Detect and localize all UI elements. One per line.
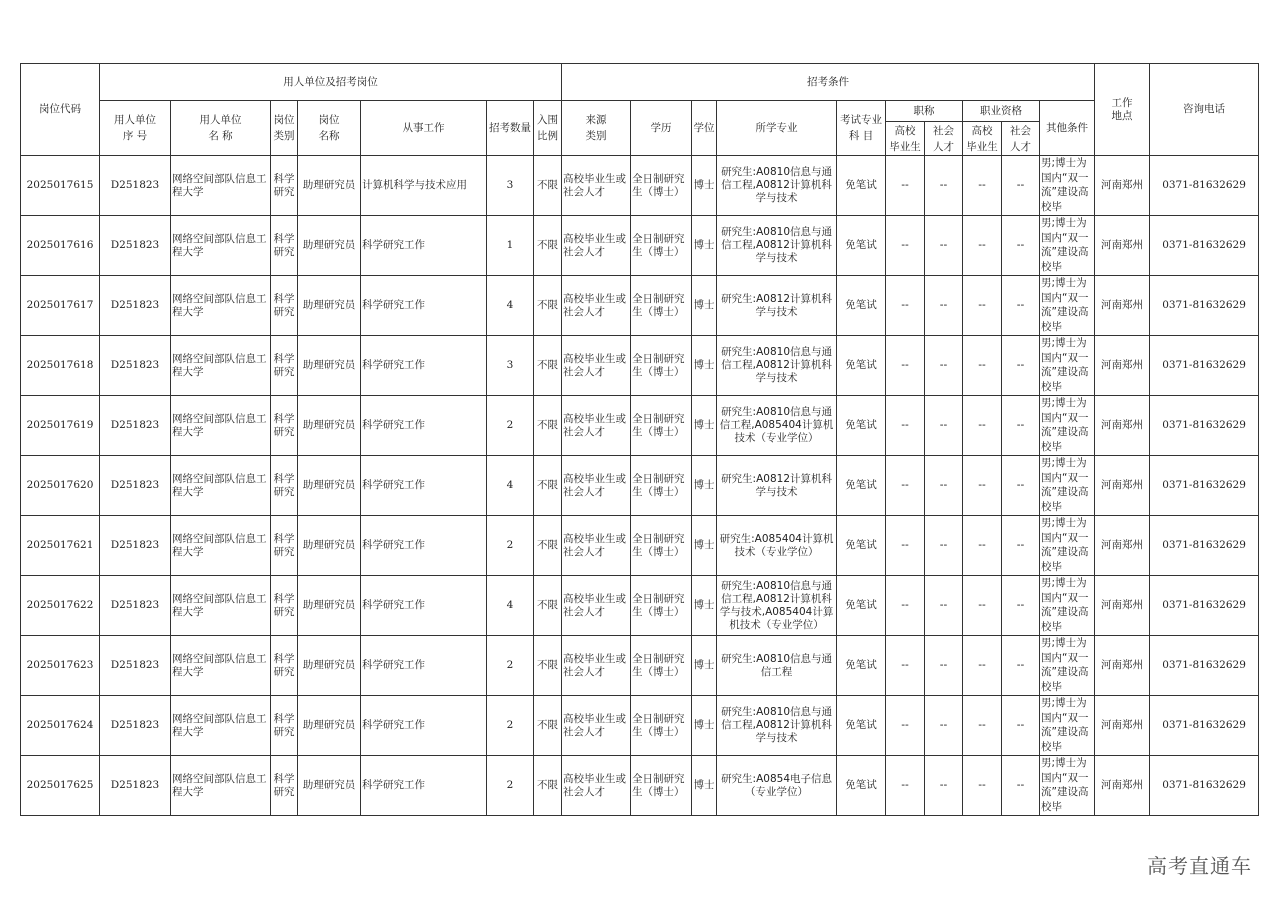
cell-exam: 免笔试 [837, 396, 886, 456]
cell-phone: 0371-81632629 [1150, 276, 1259, 336]
header-phone: 咨询电话 [1150, 64, 1259, 156]
cell-unit-seq: D251823 [100, 456, 171, 516]
cell-title-social: -- [925, 756, 963, 816]
cell-qual-grad: -- [963, 756, 1002, 816]
cell-exam: 免笔试 [837, 276, 886, 336]
table-row [21, 576, 1259, 636]
cell-work: 科学研究工作 [361, 696, 487, 756]
cell-qual-social: -- [1002, 636, 1040, 696]
cell-other-text: 男;博士为国内“双一流”建设高校毕 [1041, 337, 1089, 393]
cell-ratio: 不限 [534, 156, 562, 216]
cell-location: 河南郑州 [1095, 636, 1150, 696]
cell-qual-grad: -- [963, 636, 1002, 696]
cell-source: 高校毕业生或社会人才 [562, 156, 631, 216]
cell-work: 科学研究工作 [361, 216, 487, 276]
cell-phone: 0371-81632629 [1150, 216, 1259, 276]
header-title-social: 社会 人才 [925, 122, 963, 156]
header-post-code: 岗位代码 [21, 64, 100, 156]
cell-count: 1 [487, 216, 534, 276]
cell-post-type: 科学研究 [271, 696, 298, 756]
cell-location: 河南郑州 [1095, 396, 1150, 456]
cell-location: 河南郑州 [1095, 756, 1150, 816]
cell-other [1040, 276, 1095, 336]
cell-other-text: 男;博士为国内“双一流”建设高校毕 [1041, 517, 1089, 573]
cell-code: 2025017616 [21, 216, 100, 276]
header-qualification: 职业资格 [963, 101, 1040, 122]
cell-location: 河南郑州 [1095, 156, 1150, 216]
cell-post-name: 助理研究员 [298, 696, 361, 756]
cell-major: 研究生:A0810信息与通信工程,A0812计算机科学与技术,A085404计算机技术（专业学位） [717, 576, 837, 636]
cell-education: 全日制研究生（博士） [631, 276, 692, 336]
cell-post-type: 科学研究 [271, 396, 298, 456]
cell-title-grad: -- [886, 696, 925, 756]
cell-code: 2025017623 [21, 636, 100, 696]
cell-other [1040, 636, 1095, 696]
cell-unit-seq: D251823 [100, 276, 171, 336]
cell-post-type: 科学研究 [271, 336, 298, 396]
cell-count: 3 [487, 156, 534, 216]
cell-post-name: 助理研究员 [298, 756, 361, 816]
cell-work: 科学研究工作 [361, 576, 487, 636]
cell-qual-grad: -- [963, 156, 1002, 216]
cell-post-name: 助理研究员 [298, 396, 361, 456]
cell-unit-seq: D251823 [100, 396, 171, 456]
cell-exam: 免笔试 [837, 576, 886, 636]
cell-code: 2025017621 [21, 516, 100, 576]
table-row [21, 696, 1259, 756]
cell-exam: 免笔试 [837, 216, 886, 276]
cell-count: 2 [487, 756, 534, 816]
cell-degree: 博士 [692, 216, 717, 276]
cell-ratio: 不限 [534, 216, 562, 276]
cell-unit-seq: D251823 [100, 156, 171, 216]
cell-other [1040, 216, 1095, 276]
header-education: 学历 [631, 101, 692, 156]
cell-qual-grad: -- [963, 576, 1002, 636]
cell-qual-social: -- [1002, 576, 1040, 636]
cell-exam: 免笔试 [837, 456, 886, 516]
cell-unit-name: 网络空间部队信息工程大学 [171, 336, 271, 396]
cell-education: 全日制研究生（博士） [631, 336, 692, 396]
cell-post-type: 科学研究 [271, 756, 298, 816]
cell-major: 研究生:A0812计算机科学与技术 [717, 456, 837, 516]
table-row [21, 276, 1259, 336]
cell-other [1040, 756, 1095, 816]
cell-qual-grad: -- [963, 696, 1002, 756]
cell-degree: 博士 [692, 576, 717, 636]
cell-major: 研究生:A085404计算机技术（专业学位） [717, 516, 837, 576]
header-ratio: 入围 比例 [534, 101, 562, 156]
cell-other [1040, 696, 1095, 756]
table-row [21, 216, 1259, 276]
cell-title-grad: -- [886, 636, 925, 696]
cell-other-text: 男;博士为国内“双一流”建设高校毕 [1041, 577, 1089, 633]
cell-major: 研究生:A0810信息与通信工程,A0812计算机科学与技术 [717, 156, 837, 216]
cell-unit-seq: D251823 [100, 756, 171, 816]
cell-qual-grad: -- [963, 216, 1002, 276]
cell-title-grad: -- [886, 576, 925, 636]
cell-ratio: 不限 [534, 336, 562, 396]
header-qual-grad: 高校 毕业生 [963, 122, 1002, 156]
cell-post-name: 助理研究员 [298, 636, 361, 696]
cell-qual-grad: -- [963, 516, 1002, 576]
cell-title-social: -- [925, 516, 963, 576]
cell-count: 2 [487, 696, 534, 756]
cell-major: 研究生:A0810信息与通信工程,A0812计算机科学与技术 [717, 336, 837, 396]
cell-count: 4 [487, 576, 534, 636]
cell-ratio: 不限 [534, 276, 562, 336]
cell-location: 河南郑州 [1095, 576, 1150, 636]
cell-title-social: -- [925, 576, 963, 636]
cell-degree: 博士 [692, 636, 717, 696]
cell-count: 2 [487, 516, 534, 576]
table-row [21, 156, 1259, 216]
cell-ratio: 不限 [534, 516, 562, 576]
cell-major: 研究生:A0810信息与通信工程,A085404计算机技术（专业学位） [717, 396, 837, 456]
header-group-conditions: 招考条件 [562, 64, 1095, 101]
cell-education: 全日制研究生（博士） [631, 696, 692, 756]
cell-qual-social: -- [1002, 456, 1040, 516]
cell-qual-social: -- [1002, 216, 1040, 276]
header-qual-social: 社会 人才 [1002, 122, 1040, 156]
cell-major: 研究生:A0812计算机科学与技术 [717, 276, 837, 336]
cell-ratio: 不限 [534, 456, 562, 516]
header-post-type: 岗位 类别 [271, 101, 298, 156]
cell-exam: 免笔试 [837, 336, 886, 396]
cell-source: 高校毕业生或社会人才 [562, 516, 631, 576]
cell-phone: 0371-81632629 [1150, 336, 1259, 396]
cell-qual-social: -- [1002, 696, 1040, 756]
cell-post-type: 科学研究 [271, 276, 298, 336]
cell-other-text: 男;博士为国内“双一流”建设高校毕 [1041, 757, 1089, 813]
cell-title-grad: -- [886, 516, 925, 576]
header-count: 招考数量 [487, 101, 534, 156]
cell-degree: 博士 [692, 156, 717, 216]
cell-code: 2025017615 [21, 156, 100, 216]
cell-unit-name: 网络空间部队信息工程大学 [171, 516, 271, 576]
cell-other [1040, 456, 1095, 516]
header-exam: 考试专业 科 目 [837, 101, 886, 156]
cell-post-type: 科学研究 [271, 516, 298, 576]
cell-ratio: 不限 [534, 396, 562, 456]
cell-unit-name: 网络空间部队信息工程大学 [171, 396, 271, 456]
cell-source: 高校毕业生或社会人才 [562, 756, 631, 816]
cell-count: 4 [487, 456, 534, 516]
cell-major: 研究生:A0810信息与通信工程,A0812计算机科学与技术 [717, 216, 837, 276]
cell-unit-seq: D251823 [100, 576, 171, 636]
table-header [21, 64, 1259, 156]
cell-qual-social: -- [1002, 396, 1040, 456]
cell-phone: 0371-81632629 [1150, 396, 1259, 456]
cell-qual-social: -- [1002, 276, 1040, 336]
cell-unit-name: 网络空间部队信息工程大学 [171, 576, 271, 636]
cell-title-grad: -- [886, 276, 925, 336]
cell-phone: 0371-81632629 [1150, 696, 1259, 756]
header-title-grad: 高校 毕业生 [886, 122, 925, 156]
cell-unit-name: 网络空间部队信息工程大学 [171, 456, 271, 516]
cell-post-type: 科学研究 [271, 156, 298, 216]
table-row [21, 456, 1259, 516]
cell-unit-seq: D251823 [100, 636, 171, 696]
cell-degree: 博士 [692, 756, 717, 816]
cell-post-type: 科学研究 [271, 216, 298, 276]
cell-title-grad: -- [886, 216, 925, 276]
table-row [21, 336, 1259, 396]
cell-other-text: 男;博士为国内“双一流”建设高校毕 [1041, 277, 1089, 333]
header-major: 所学专业 [717, 101, 837, 156]
cell-location: 河南郑州 [1095, 696, 1150, 756]
cell-other [1040, 336, 1095, 396]
cell-title-social: -- [925, 336, 963, 396]
cell-code: 2025017624 [21, 696, 100, 756]
recruitment-table [20, 63, 1259, 816]
cell-other-text: 男;博士为国内“双一流”建设高校毕 [1041, 637, 1089, 693]
cell-work: 科学研究工作 [361, 756, 487, 816]
cell-post-type: 科学研究 [271, 636, 298, 696]
cell-phone: 0371-81632629 [1150, 156, 1259, 216]
cell-location: 河南郑州 [1095, 216, 1150, 276]
cell-post-name: 助理研究员 [298, 276, 361, 336]
cell-phone: 0371-81632629 [1150, 756, 1259, 816]
cell-education: 全日制研究生（博士） [631, 216, 692, 276]
cell-source: 高校毕业生或社会人才 [562, 456, 631, 516]
cell-exam: 免笔试 [837, 636, 886, 696]
cell-education: 全日制研究生（博士） [631, 576, 692, 636]
cell-unit-seq: D251823 [100, 696, 171, 756]
cell-code: 2025017618 [21, 336, 100, 396]
header-source: 来源 类别 [562, 101, 631, 156]
cell-ratio: 不限 [534, 756, 562, 816]
cell-education: 全日制研究生（博士） [631, 456, 692, 516]
cell-degree: 博士 [692, 396, 717, 456]
cell-other [1040, 576, 1095, 636]
cell-title-social: -- [925, 156, 963, 216]
header-degree: 学位 [692, 101, 717, 156]
header-group-unit: 用人单位及招考岗位 [100, 64, 562, 101]
cell-source: 高校毕业生或社会人才 [562, 216, 631, 276]
watermark: 高考直通车 [1147, 854, 1252, 878]
cell-qual-social: -- [1002, 336, 1040, 396]
cell-code: 2025017622 [21, 576, 100, 636]
cell-major: 研究生:A0854电子信息（专业学位） [717, 756, 837, 816]
cell-title-social: -- [925, 276, 963, 336]
cell-unit-seq: D251823 [100, 516, 171, 576]
cell-education: 全日制研究生（博士） [631, 156, 692, 216]
table-row [21, 756, 1259, 816]
cell-qual-grad: -- [963, 336, 1002, 396]
header-location: 工作 地点 [1095, 64, 1150, 156]
cell-post-name: 助理研究员 [298, 456, 361, 516]
cell-source: 高校毕业生或社会人才 [562, 636, 631, 696]
cell-exam: 免笔试 [837, 156, 886, 216]
header-unit-seq: 用人单位 序 号 [100, 101, 171, 156]
cell-unit-name: 网络空间部队信息工程大学 [171, 696, 271, 756]
cell-major: 研究生:A0810信息与通信工程 [717, 636, 837, 696]
cell-unit-name: 网络空间部队信息工程大学 [171, 276, 271, 336]
cell-code: 2025017620 [21, 456, 100, 516]
header-unit-name: 用人单位 名 称 [171, 101, 271, 156]
cell-location: 河南郑州 [1095, 336, 1150, 396]
cell-education: 全日制研究生（博士） [631, 636, 692, 696]
cell-education: 全日制研究生（博士） [631, 756, 692, 816]
cell-title-grad: -- [886, 456, 925, 516]
cell-location: 河南郑州 [1095, 516, 1150, 576]
table-row [21, 396, 1259, 456]
cell-source: 高校毕业生或社会人才 [562, 396, 631, 456]
cell-source: 高校毕业生或社会人才 [562, 696, 631, 756]
cell-degree: 博士 [692, 516, 717, 576]
cell-exam: 免笔试 [837, 516, 886, 576]
cell-title-social: -- [925, 636, 963, 696]
cell-qual-social: -- [1002, 156, 1040, 216]
cell-count: 4 [487, 276, 534, 336]
cell-ratio: 不限 [534, 696, 562, 756]
cell-other-text: 男;博士为国内“双一流”建设高校毕 [1041, 157, 1089, 213]
cell-qual-social: -- [1002, 756, 1040, 816]
cell-code: 2025017625 [21, 756, 100, 816]
cell-work: 计算机科学与技术应用 [361, 156, 487, 216]
cell-count: 3 [487, 336, 534, 396]
cell-post-name: 助理研究员 [298, 576, 361, 636]
cell-other-text: 男;博士为国内“双一流”建设高校毕 [1041, 397, 1089, 453]
cell-location: 河南郑州 [1095, 456, 1150, 516]
cell-unit-seq: D251823 [100, 216, 171, 276]
cell-other [1040, 156, 1095, 216]
cell-qual-grad: -- [963, 456, 1002, 516]
cell-work: 科学研究工作 [361, 516, 487, 576]
cell-post-name: 助理研究员 [298, 156, 361, 216]
cell-ratio: 不限 [534, 636, 562, 696]
cell-other-text: 男;博士为国内“双一流”建设高校毕 [1041, 697, 1089, 753]
cell-location: 河南郑州 [1095, 276, 1150, 336]
cell-qual-grad: -- [963, 276, 1002, 336]
cell-degree: 博士 [692, 336, 717, 396]
cell-exam: 免笔试 [837, 756, 886, 816]
cell-other [1040, 516, 1095, 576]
cell-major: 研究生:A0810信息与通信工程,A0812计算机科学与技术 [717, 696, 837, 756]
cell-title-social: -- [925, 216, 963, 276]
cell-ratio: 不限 [534, 576, 562, 636]
header-title: 职称 [886, 101, 963, 122]
cell-post-name: 助理研究员 [298, 516, 361, 576]
cell-count: 2 [487, 636, 534, 696]
cell-post-type: 科学研究 [271, 576, 298, 636]
table-row [21, 516, 1259, 576]
cell-work: 科学研究工作 [361, 396, 487, 456]
cell-count: 2 [487, 396, 534, 456]
cell-qual-grad: -- [963, 396, 1002, 456]
header-other: 其他条件 [1040, 101, 1095, 156]
cell-degree: 博士 [692, 696, 717, 756]
cell-post-name: 助理研究员 [298, 336, 361, 396]
cell-phone: 0371-81632629 [1150, 636, 1259, 696]
cell-work: 科学研究工作 [361, 636, 487, 696]
cell-unit-name: 网络空间部队信息工程大学 [171, 756, 271, 816]
cell-work: 科学研究工作 [361, 456, 487, 516]
cell-unit-name: 网络空间部队信息工程大学 [171, 156, 271, 216]
cell-title-social: -- [925, 696, 963, 756]
cell-degree: 博士 [692, 276, 717, 336]
cell-phone: 0371-81632629 [1150, 456, 1259, 516]
cell-education: 全日制研究生（博士） [631, 516, 692, 576]
cell-other [1040, 396, 1095, 456]
cell-qual-social: -- [1002, 516, 1040, 576]
cell-education: 全日制研究生（博士） [631, 396, 692, 456]
cell-title-social: -- [925, 396, 963, 456]
cell-title-grad: -- [886, 396, 925, 456]
cell-title-grad: -- [886, 156, 925, 216]
cell-phone: 0371-81632629 [1150, 516, 1259, 576]
cell-other-text: 男;博士为国内“双一流”建设高校毕 [1041, 457, 1089, 513]
cell-source: 高校毕业生或社会人才 [562, 576, 631, 636]
cell-title-grad: -- [886, 336, 925, 396]
header-work: 从事工作 [361, 101, 487, 156]
cell-post-name: 助理研究员 [298, 216, 361, 276]
cell-exam: 免笔试 [837, 696, 886, 756]
cell-unit-name: 网络空间部队信息工程大学 [171, 636, 271, 696]
cell-title-grad: -- [886, 756, 925, 816]
cell-title-social: -- [925, 456, 963, 516]
table-row [21, 636, 1259, 696]
cell-source: 高校毕业生或社会人才 [562, 336, 631, 396]
cell-post-type: 科学研究 [271, 456, 298, 516]
header-post-name: 岗位 名称 [298, 101, 361, 156]
cell-degree: 博士 [692, 456, 717, 516]
table-body [21, 156, 1259, 816]
cell-unit-name: 网络空间部队信息工程大学 [171, 216, 271, 276]
cell-source: 高校毕业生或社会人才 [562, 276, 631, 336]
cell-unit-seq: D251823 [100, 336, 171, 396]
cell-phone: 0371-81632629 [1150, 576, 1259, 636]
cell-code: 2025017617 [21, 276, 100, 336]
cell-work: 科学研究工作 [361, 276, 487, 336]
cell-code: 2025017619 [21, 396, 100, 456]
cell-other-text: 男;博士为国内“双一流”建设高校毕 [1041, 217, 1089, 273]
cell-work: 科学研究工作 [361, 336, 487, 396]
